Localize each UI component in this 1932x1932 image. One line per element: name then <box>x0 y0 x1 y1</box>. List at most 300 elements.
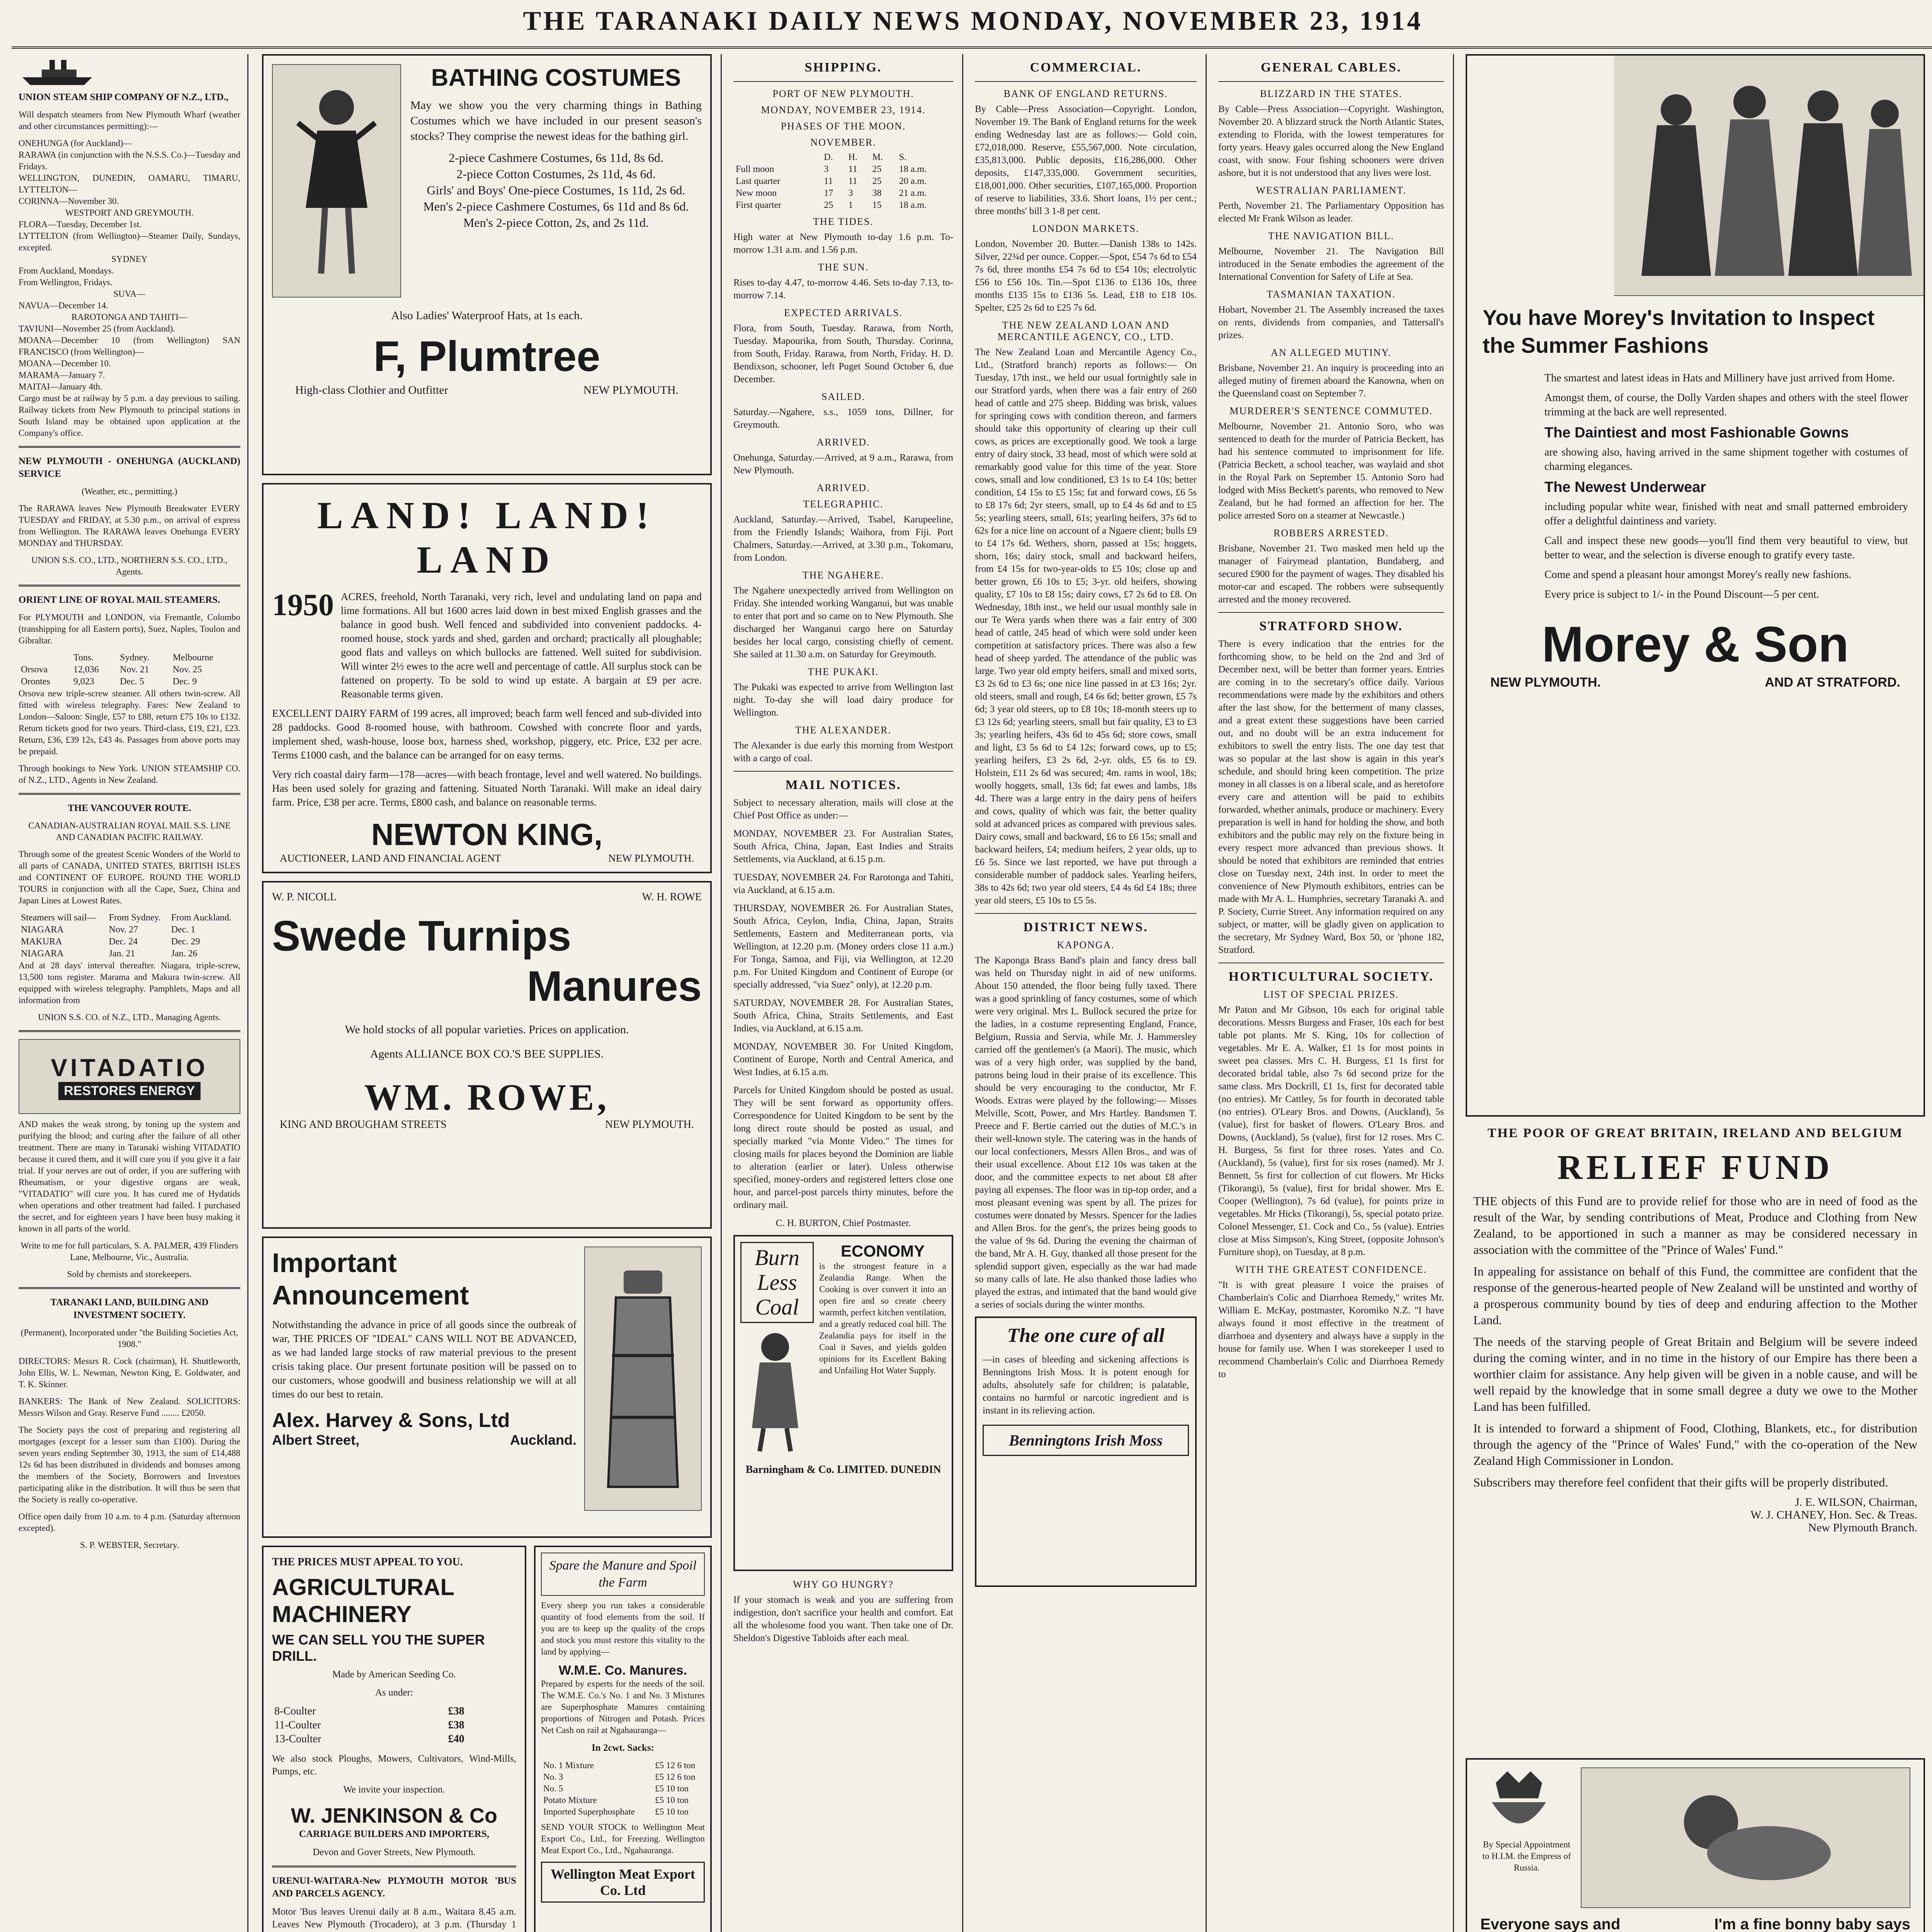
newton-king-sub: AUCTIONEER, LAND AND FINANCIAL AGENT <box>280 852 501 864</box>
table-cell: M. <box>872 152 883 162</box>
ngahere-body: The Ngahere unexpectedly arrived from Wellington on Friday. She intended working Wanganui, but was unable to enter that port and so came on to New Plymouth. She discharged her Wanganui cargo here on Saturday besides her local cargo, consisting chiefly of cement. She sailed at 11.30 a.m. on Saturday for Greymouth. <box>733 585 953 660</box>
sailing-line: From Auckland, Mondays. <box>19 266 114 276</box>
np-onehunga-title: NEW PLYMOUTH - ONEHUNGA (AUCKLAND) SERVICE <box>19 456 240 479</box>
london-markets-heading: LONDON MARKETS. <box>1032 223 1139 234</box>
sailing-line: TAVIUNI—November 25 (from Auckland). <box>19 324 175 333</box>
confidence-heading: WITH THE GREATEST CONFIDENCE. <box>1235 1264 1427 1275</box>
mail-signature: C. H. BURTON, Chief Postmaster. <box>776 1218 911 1228</box>
column-general-cables <box>1211 54 1451 1932</box>
table-row <box>19 924 240 936</box>
boe-heading: BANK OF ENGLAND RETURNS. <box>1003 88 1168 99</box>
neave-baby: I'm a fine bonny baby says <box>1714 1916 1910 1932</box>
relief-fund-notice <box>1466 1124 1925 1758</box>
orient-body: For PLYMOUTH and LONDON, via Fremantle, Colombo (transhipping for all Eastern ports), Suez, Naples, Toulon and Gibraltar. <box>19 612 240 645</box>
horticultural-sub: LIST OF SPECIAL PRIZES. <box>1263 989 1399 1000</box>
table-cell: £38 <box>448 1719 464 1731</box>
table-cell: MAKURA <box>21 937 62 947</box>
vancouver-table <box>19 912 240 960</box>
vitadatio-write: Write to me for full particulars, S. A. PALMER, 439 Flinders Lane, Melbourne, Vic., Australia. <box>20 1241 238 1262</box>
milk-can-icon <box>600 1263 685 1495</box>
land-heading: LAND! LAND! LAND <box>317 494 657 581</box>
building-society-directors: DIRECTORS: Messrs R. Cock (chairman), H. Shuttleworth, John Ellis, W. L. Newman, Newton King, E. Goldwater, and T. K. Skinner. <box>19 1356 240 1389</box>
table-cell: 3 <box>824 164 829 174</box>
morey-paragraph: Call and inspect these new goods—you'll find them very beautiful to view, but better to wear, and the selection is diverse enough to gratify every taste. <box>1544 535 1908 561</box>
np-onehunga-sub: (Weather, etc., permitting.) <box>82 486 177 496</box>
divider <box>1218 612 1444 613</box>
table-cell: Full moon <box>736 164 774 174</box>
table-cell: No. 5 <box>543 1784 563 1793</box>
horticultural-body: Mr Paton and Mr Gibson, 10s each for original table decorations. Messrs Burgess and Fraser, 10s each for best table pot plants. Mr S. King, 10s for collection of vegetables. Mr E. A. Walker, £1 1s for most points in sweet pea classes. Mrs C. H. Burgess, £1 1s first for decorated bridal table, also 7s 6d second prize for the same class. Mrs Dockrill, £1 1s, first for decorated table (no entries). Mr Cattley, 5s for fourth in decorated table (no entries). O'Leary Bros. and Downs, (Auckland), 5s (value), first for basket of flowers. O'Leary Bros. and Downs, (Auckland), 5s (value), first for 12 roses. Mrs C. H. Burgess, 5s first for three roses. Yates and Co. (Auckland), 5s (value), first for six roses (named). Mr J. Bennett, 5s first for collection of cut flowers. Mr Hicks (Tikorangi), 5s (value), first for bridal shower. Mrs E. Cooper (Wellington), 7s 6d (value), for points prize in vegetables. Mr Hicks (Tikorangi), 5s, special potato prize. Colonel Messenger, £1. Cock and Co., 5s (value). Entries close at Miss Simpson's, King Street, (opposite Johnson's Furniture shop), on Tuesday, at 8 p.m. <box>1218 1005 1444 1257</box>
table-row <box>541 1771 705 1783</box>
relief-title: RELIEF FUND <box>1557 1148 1833 1187</box>
table-cell: From Auckland. <box>171 913 231 923</box>
agri-price-table <box>272 1704 516 1746</box>
table-cell: £5 12 6 ton <box>655 1772 696 1782</box>
building-society-office: Office open daily from 10 a.m. to 4 p.m. (Saturday afternoon excepted). <box>19 1512 240 1533</box>
divider <box>19 1287 240 1289</box>
table-cell: Nov. 21 <box>120 665 150 675</box>
neave-say: Everyone says and <box>1480 1916 1621 1932</box>
zealandia-range-advert <box>733 1235 953 1571</box>
table-cell: Jan. 21 <box>109 949 135 959</box>
hungry-heading: WHY GO HUNGRY? <box>793 1579 894 1590</box>
jenkinson-sub: CARRIAGE BUILDERS AND IMPORTERS, <box>299 1829 490 1839</box>
sailing-line: WELLINGTON, DUNEDIN, OAMARU, TIMARU, LYTTELTON— <box>19 173 240 194</box>
cure-brand: Benningtons Irish Moss <box>983 1425 1189 1456</box>
land-acres-number: 1950 <box>272 588 334 622</box>
nzl-heading: THE NEW ZEALAND LOAN AND MERCANTILE AGENCY, CO., LTD. <box>997 320 1174 342</box>
relief-body: The needs of the starving people of Great Britain and Belgium will be severe indeed during the coming winter, and in no time in the history of our Empire has there been a worthier claim for assistance. Any help given will be given in a noble cause, and will be well repaid by the knowledge that in some small degree a duty we owe to the Mother Land has been fulfilled. <box>1473 1335 1917 1413</box>
divider <box>733 771 953 772</box>
table-cell: Steamers will sail— <box>21 913 96 923</box>
relief-signature: New Plymouth Branch. <box>1808 1521 1917 1534</box>
wm-rowe-address: KING AND BROUGHAM STREETS <box>280 1119 447 1131</box>
bathing-item: Men's 2-piece Cotton, 2s, and 2s 11d. <box>463 216 649 230</box>
table-cell: New moon <box>736 188 777 198</box>
harvey-address-row <box>272 1432 577 1448</box>
table-header-row <box>733 151 953 163</box>
table-cell: Imported Superphosphate <box>543 1807 635 1816</box>
morey-advert <box>1466 54 1925 1117</box>
agricultural-machinery-advert <box>262 1546 526 1932</box>
harvey-city: Auckland. <box>510 1432 577 1448</box>
mutiny-heading: AN ALLEGED MUTINY. <box>1270 347 1392 358</box>
column-rule <box>247 54 248 1932</box>
sailed-heading: SAILED. <box>821 391 865 402</box>
agri-under: As under: <box>375 1687 413 1698</box>
table-cell: First quarter <box>736 200 781 210</box>
table-row <box>272 1732 516 1746</box>
nicoll-name: W. P. NICOLL <box>272 891 337 903</box>
table-cell: 3 <box>848 188 853 198</box>
mail-intro: Subject to necessary alteration, mails will close at the Chief Post Office as under:— <box>733 798 953 821</box>
manure-intro: Every sheep you run takes a considerable quantity of food elements from the soil. If you are to keep up the quality of the crops and stock you must restore this vitality to the land by applying— <box>541 1600 705 1656</box>
stratford-show-heading: STRATFORD SHOW. <box>1259 619 1403 633</box>
robbers-body: Brisbane, November 21. Two masked men held up the manager of Fairymead plantation, Bundaberg, and secured £900 for the payment of wages. They disabled his motor-car and escaped. The robbers were subsequently arrested and the money recovered. <box>1218 543 1444 605</box>
coastal-farm-body: Very rich coastal dairy farm—178—acres—with beach frontage, level and well watered. No buildings. Has been used solely for grazing and fattening. Situated North Taranaki. Will make an ideal dairy farm. Price, £38 per acre. Terms, £800 cash, and balance on reasonable terms. <box>272 769 702 808</box>
union-cargo: Cargo must be at railway by 5 p.m. a day previous to sailing. Railway tickets from New Plymouth to principal stations in South Island may be obtained upon application at the Company's office. <box>19 393 240 438</box>
table-cell: Orontes <box>21 677 50 687</box>
np-onehunga-body: The RARAWA leaves New Plymouth Breakwater EVERY TUESDAY and FRIDAY, at 5.30 p.m., on arrival of express from Wellington. The RARAWA leaves Onehunga EVERY MONDAY and THURSDAY. <box>19 503 240 548</box>
table-row <box>19 664 240 676</box>
urenui-title: URENUI-WAITARA-New PLYMOUTH MOTOR 'BUS AND PARCELS AGENCY. <box>272 1876 516 1899</box>
jenkinson-address: Devon and Gover Streets, New Plymouth. <box>313 1847 476 1857</box>
vancouver-title: THE VANCOUVER ROUTE. <box>68 803 191 813</box>
ideal-title: Important Announcement <box>272 1248 469 1310</box>
table-row <box>19 936 240 948</box>
table-cell: S. <box>899 152 906 162</box>
commercial-heading: COMMERCIAL. <box>1030 60 1142 75</box>
table-cell: Melbourne <box>172 653 214 663</box>
swede-turnips-title: Swede Turnips <box>272 912 571 960</box>
murderer-heading: MURDERER'S SENTENCE COMMUTED. <box>1230 405 1433 417</box>
expected-body: Flora, from South, Tuesday. Rarawa, from North, Tuesday. Mapourika, from South, Thursday. Corinna, from South, Friday. Rarawa, from North, Friday. H. D. Bendixson, schooner, left Puget Sound October 6, due December. <box>733 323 953 384</box>
royal-crest-icon <box>1480 1767 1558 1837</box>
tides-body: High water at New Plymouth to-day 1.6 p.m. To-morrow 1.31 a.m. and 1.56 p.m. <box>733 232 953 255</box>
table-row <box>733 199 953 211</box>
table-cell: 21 a.m. <box>899 188 927 198</box>
building-society-sub: (Permanent), Incorporated under "the Building Societies Act, 1908." <box>20 1328 238 1349</box>
ngahere-heading: THE NGAHERE. <box>802 570 884 581</box>
fashion-illustration <box>1614 56 1923 296</box>
sailing-line: RAROTONGA AND TAHITI— <box>71 312 188 322</box>
bathing-also: Also Ladies' Waterproof Hats, at 1s each. <box>391 309 583 322</box>
table-cell: Dec. 1 <box>171 925 196 935</box>
table-cell: 8-Coulter <box>274 1705 316 1717</box>
column-rule <box>1453 54 1454 1932</box>
sailing-line: CORINNA—November 30. <box>19 196 119 206</box>
table-cell: £5 10 ton <box>655 1784 689 1793</box>
bathing-costumes-advert <box>262 54 712 475</box>
horticultural-heading: HORTICULTURAL SOCIETY. <box>1228 969 1434 984</box>
arrived-heading-2: ARRIVED. <box>816 482 870 493</box>
table-row <box>541 1806 705 1818</box>
wme-manures-advert <box>534 1546 712 1932</box>
neaves-food-advert <box>1466 1758 1925 1932</box>
mail-item: THURSDAY, NOVEMBER 26. For Australian States, South Africa, Ceylon, India, China, Japan, Straits Settlements, Eastern and Mediterranean ports, via Wellington, at 12.20 p.m. (Money orders close 11 a.m.) For Tonga, Samoa, and Fiji, via Wellington, at 12.20 p.m. For United Kingdom and Continent of Europe (or specially addressed, "via Suez" only), at 12.20 p.m. <box>733 903 953 990</box>
table-cell: 11 <box>848 176 857 186</box>
vancouver-body: Through some of the greatest Scenic Wonders of the World to all parts of CANADA, UNITED STATES, BRITISH ISLES and CONTINENT OF EUROPE. ROUND THE WORLD TOURS in conjunction with all the Cape, Suez, China and Japan Lines at Lowest Rates. <box>19 849 240 905</box>
building-society-body: The Society pays the cost of preparing and registering all mortgages (except for a lesser sum than £100). During the seven years ending September 30, 1913, the sum of £14,488 12s 6d has been distributed in dividends and bonuses among the members of the Society, Borrowers and Investors participating alike in the distribution. It will thus be seen that the Society is really co-operative. <box>19 1425 240 1504</box>
sailing-line: From Wellington, Fridays. <box>19 277 113 287</box>
table-cell: No. 3 <box>543 1772 563 1782</box>
table-header-row <box>19 652 240 664</box>
fashion-ladies-icon <box>1622 67 1916 284</box>
district-news-heading: DISTRICT NEWS. <box>1023 920 1148 934</box>
swede-agents: Agents ALLIANCE BOX CO.'S BEE SUPPLIES. <box>370 1048 604 1060</box>
shipping-heading: SHIPPING. <box>804 60 882 75</box>
table-cell: Dec. 5 <box>120 677 144 687</box>
table-cell: 18 a.m. <box>899 164 927 174</box>
manure-brand: W.M.E. Co. Manures. <box>558 1663 687 1678</box>
morey-location-2: AND AT STRATFORD. <box>1765 675 1900 690</box>
divider <box>975 913 1197 914</box>
westralian-body: Perth, November 21. The Parliamentary Opposition has elected Mr Frank Wilson as leader. <box>1218 201 1444 224</box>
moon-table <box>733 151 953 211</box>
bathing-title: BATHING COSTUMES <box>431 65 681 91</box>
bottom-ads-row <box>262 1546 712 1932</box>
mutiny-body: Brisbane, November 21. An inquiry is proceeding into an alleged mutiny of firemen aboard the Kanowna, when on the Queensland coast on September 7. <box>1218 363 1444 399</box>
bathing-girl-icon <box>290 80 383 281</box>
table-cell: Last quarter <box>736 176 781 186</box>
agri-also: We also stock Ploughs, Mowers, Cultivators, Wind-Mills, Pumps, etc. <box>272 1753 516 1777</box>
kaponga-heading: KAPONGA. <box>1057 939 1115 951</box>
sun-body: Rises to-day 4.47, to-morrow 4.46. Sets to-day 7.13, to-morrow 7.14. <box>733 277 953 301</box>
port-heading: PORT OF NEW PLYMOUTH. <box>772 88 914 99</box>
agri-made: Made by American Seeding Co. <box>332 1669 456 1680</box>
table-cell: 12,036 <box>73 665 99 675</box>
manure-send: SEND YOUR STOCK to Wellington Meat Export Co., Ltd., for Freezing. Wellington Meat Export Co., Ltd., Ngahauranga. <box>541 1822 705 1855</box>
telegraphic-body: Auckland, Saturday.—Arrived, Tsabel, Karupeeline, from the Friendly Islands; Waihora, from Fiji. Port Chalmers, Saturday.—Arrived, at 3.30 p.m., Tokomaru, from London. <box>733 514 953 563</box>
alexander-body: The Alexander is due early this morning from Westport with a cargo of coal. <box>733 740 953 764</box>
bathing-item: Men's 2-piece Cashmere Costumes, 6s 11d and 8s 6d. <box>423 199 689 213</box>
expected-heading: EXPECTED ARRIVALS. <box>784 307 903 318</box>
table-cell: Dec. 9 <box>172 677 197 687</box>
manure-body: Prepared by experts for the needs of the soil. The W.M.E. Co.'s No. 1 and No. 3 Mixtures are Superphosphate Manures containing proportions of Nitrogen and Potash. Prices Net Cash on rail at Ngahauranga— <box>541 1679 705 1735</box>
tasmanian-body: Hobart, November 21. The Assembly increased the taxes on rents, dividends from companies, and Tattersall's prizes. <box>1218 304 1444 340</box>
table-cell: 17 <box>824 188 833 198</box>
building-society-bankers: BANKERS: The Bank of New Zealand. SOLICITORS: Messrs Wilson and Gray. Reserve Fund ........ £2050. <box>19 1396 240 1418</box>
mail-item: MONDAY, NOVEMBER 30. For United Kingdom, Continent of Europe, North and Central America, and West Indies, at 6.15 a.m. <box>733 1041 953 1077</box>
neave-royal: By Special Appointment to H.I.M. the Empress of Russia. <box>1482 1840 1571 1872</box>
harvey-address: Albert Street, <box>272 1432 360 1448</box>
table-row <box>541 1794 705 1806</box>
morey-locations <box>1483 675 1908 690</box>
divider <box>272 1866 516 1867</box>
swede-names <box>272 891 702 903</box>
economy-body: is the strongest feature in a Zealandia Range. When the Cooking is over convert it into an open fire and so create cheery warmth, perfect kitchen ventilation, and a greatly reduced coal bill. The Zealandia pays for itself in the Coal it Saves, and yields golden opinions for its Excellent Baking and Unfailing Hot Water Supply. <box>819 1261 946 1375</box>
relief-body: In appealing for assistance on behalf of this Fund, the committee are confident that the response of the generous-hearted people of New Zealand will be unstinted and worthy of a prosperous community bound by ties of deep and enduring affection to the Mother Land. <box>1473 1264 1917 1327</box>
confidence-body: "It is with great pleasure I voice the praises of Chamberlain's Colic and Diarrhoea Remedy," writes Mr. William E. McKay, postmaster, Koromiko N.Z. "I have always found it most effective in the treatment of diarrhoea and dysentery and always have a supply in the house for family use. When I was storekeeper I used to recommend Chamberlain's Colic and Diarrhoea Remedy to <box>1218 1280 1444 1379</box>
moon-heading: PHASES OF THE MOON. <box>781 121 906 132</box>
pukaki-heading: THE PUKAKI. <box>808 666 879 677</box>
table-cell: 15 <box>872 200 882 210</box>
plumtree-footer <box>272 384 702 397</box>
column-shipping-news <box>726 54 960 1932</box>
table-cell: 11-Coulter <box>274 1719 321 1731</box>
manure-prices-head: In 2cwt. Sacks: <box>592 1743 654 1753</box>
neave-taglines <box>1480 1916 1910 1932</box>
kaponga-body: The Kaponga Brass Band's plain and fancy dress ball was held on Thursday night in aid of new uniforms. About 150 attended, the floor being fully taxed. There was a good sprinkling of fancy costumes, some of which were very original. Mrs L. Bullock secured the prize for the ladies, in a costume representing England, France, Belgium, Russia and Servia, while Mr. J. Hammersley carried off the gentlemen's (a Maori). The music, which was of a very high order, was supplied by the band, patrons being loud in their praise of its excellence. This should be very encouraging to the conductor, Mr F. Woods. Extras were played by the following:— Misses Melville, Scott, Power, and Mrs Hartley. Bandsmen T. Preece and F. Bertie carried out the duties of M.C.'s in their well-known style. The catering was in the hands of our local confectioners, Messrs Allen Bros., and was of their usual excellence. About £12 10s was taken at the door, and the committee expects to net about £8 after paying all expenses. The floor was in tip-top order, and a most pleasant evening was spent by all. The prizes for costumes were donated by Messrs. Spencer for the ladies and Allen Bros. for the gent's, the prizes being goods to the value of 9s 6d. During the evening the chairman of the band, Mr A. H. Guy, thanked all those present for the splendid support given, especially as the war had made so many calls of late. He also thanked those ladies who played the extras, and intimated that the band would give a series of socials during the winter months. <box>975 955 1197 1310</box>
vitadatio-tag: RESTORES ENERGY <box>58 1082 200 1100</box>
table-cell <box>19 652 71 664</box>
mail-item: TUESDAY, NOVEMBER 24. For Rarotonga and Tahiti, via Auckland, at 6.15 a.m. <box>733 872 953 895</box>
sailing-line: MOANA—December 10 (from Wellington) SAN FRANCISCO (from Wellington)— <box>19 335 240 357</box>
hungry-body: If your stomach is weak and you are suffering from indigestion, don't sacrifice your health and comfort. Eat all the wholesome food you want. Then take one of Dr. Sheldon's Digestive Tabloids after each meal. <box>733 1595 953 1643</box>
bathing-intro: May we show you the very charming things in Bathing Costumes which we have included in our present season's stocks? They comprise the newest ideas for the bathing girl. <box>410 99 702 143</box>
sailed-body: Saturday.—Ngahere, s.s., 1059 tons, Dillner, for Greymouth. <box>733 407 953 430</box>
land-body: ACRES, freehold, North Taranaki, very rich, level and undulating land on papa and lime formations. All but 1600 acres laid down in best mixed English grasses and the balance in good bush. Well fenced and subdivided into convenient paddocks. 4-roomed house, stock yards and shed, garden and orchard; practically all ploughable; good flats and valleys on which bullocks are fattened. Well suited for subdivision. Will winter 2½ ewes to the acre well and percentage of cattle. All surplus stock can be fattened on property. To be sold to wind up estate. A bargain at £9 per acre. Reasonable terms given. <box>341 591 702 700</box>
table-cell: Nov. 27 <box>109 925 138 935</box>
land-advert <box>262 483 712 873</box>
table-cell: £38 <box>448 1705 464 1717</box>
divider <box>975 81 1197 82</box>
coal-figure-icon <box>740 1328 810 1455</box>
plumtree-sub: High-class Clothier and Outfitter <box>295 384 448 396</box>
table-cell: 11 <box>824 176 833 186</box>
mail-item: MONDAY, NOVEMBER 23. For Australian States, South Africa, China, Japan, East Indies and Straits Settlements, via Auckland, at 6.15 p.m. <box>733 828 953 864</box>
table-cell: 38 <box>872 188 882 198</box>
morey-paragraph: Come and spend a pleasant hour amongst Morey's really new fashions. <box>1544 569 1852 581</box>
divider <box>19 446 240 448</box>
manure-price-table <box>541 1760 705 1818</box>
table-cell: D. <box>824 152 833 162</box>
vitadatio-advert-image <box>19 1039 240 1114</box>
column-rule <box>962 54 963 1932</box>
table-cell: NIAGARA <box>21 925 64 935</box>
rowe-partner-name: W. H. ROWE <box>642 891 702 903</box>
table-cell: Sydney. <box>120 653 150 663</box>
column-right-ads <box>1459 54 1932 1932</box>
navigation-body: Melbourne, November 21. The Navigation Bill introduced in the Senate embodies the agreement of the International Convention for Safety of Life at Sea. <box>1218 246 1444 282</box>
irish-moss-advert <box>975 1316 1197 1587</box>
orient-table <box>19 652 240 688</box>
morey-paragraph: are showing also, having arrived in the same shipment together with costumes of charming elegances. <box>1544 446 1908 473</box>
mail-parcels: Parcels for United Kingdom should be posted as usual. They will be sent forward as opportunity offers. Correspondence for United Kingdom to be sent by the long direct route should be posted as usual, and specially marked "via Monte Video." The times for closing mails for places beyond the Dominion are liable to alteration (earlier or later). Unless otherwise specified, money-orders and registered letters close one hour, and parcel-post parcels thirty minutes, before the ordinary mail. <box>733 1085 953 1210</box>
orient-note: Orsova new triple-screw steamer. All others twin-screw. All fitted with wireless telegraphy. Fares: New Zealand to London—Saloon: Single, £57 to £88, return £75 10s to £132. Return tickets good for two years. Third-class, £19, £21, £23. Return, £36, £39 12s, £43 4s. Passages from above ports may be prepaid. <box>19 689 240 756</box>
table-cell: From Sydney. <box>109 913 161 923</box>
table-cell: H. <box>848 152 857 162</box>
table-cell: 20 a.m. <box>899 176 927 186</box>
vancouver-note: And at 28 days' interval thereafter. Niagara, triple-screw, 13,500 tons register. Marama and Makura twin-screw. All equipped with wireless telegraphy. Pamphlets, Maps and all information from <box>19 961 240 1005</box>
barningham-name: Barningham & Co. LIMITED. DUNEDIN <box>745 1464 941 1476</box>
table-row <box>19 948 240 960</box>
vitadatio-title: VITADATIO <box>51 1053 208 1082</box>
table-header-row <box>19 912 240 924</box>
cure-body: —in cases of bleeding and sickening affections is Benningtons Irish Moss. It is potent enough for adults, absolutely safe for children; is palatable, contains no harmful or narcotic ingredient and is instant in its relieving action. <box>983 1354 1189 1416</box>
table-cell: Orsova <box>21 665 48 675</box>
sailing-line: MARAMA—January 7. <box>19 370 105 380</box>
jenkinson-name: W. JENKINSON & Co <box>291 1804 498 1827</box>
moon-month: NOVEMBER. <box>810 137 876 148</box>
table-cell: No. 1 Mixture <box>543 1760 594 1770</box>
telegraphic-heading: TELEGRAPHIC. <box>803 498 884 510</box>
alexander-heading: THE ALEXANDER. <box>795 724 891 736</box>
london-markets-body: London, November 20. Butter.—Danish 138s to 142s. Silver, 22¾d per ounce. Copper.—Spot, £54 7s 6d to £54 7s 6d, three months £54 7s 6d to £54 10s; electrolytic £56 to £56 10s. Tin.—Spot £136 to £136 10s, three months £135 15s to £136 5s. Lead, £18 to £18 10s. Spelter, £25 2s 6d to £25 7s 6d. <box>975 239 1197 313</box>
np-onehunga-agents: UNION S.S. CO., LTD., NORTHERN S.S. CO., LTD., Agents. <box>31 555 228 577</box>
table-cell: 11 <box>848 164 857 174</box>
divider <box>19 793 240 795</box>
relief-signature: W. J. CHANEY, Hon. Sec. & Treas. <box>1750 1509 1917 1521</box>
morey-name: Morey & Son <box>1542 616 1849 672</box>
table-row <box>541 1783 705 1794</box>
table-cell: 25 <box>872 164 882 174</box>
ideal-body: Notwithstanding the advance in price of all goods since the outbreak of war, THE PRICES OF "IDEAL" CANS WILL NOT BE ADVANCED, as we had landed large stocks of raw material previous to the present crisis taking place. Our present fortunate position will be passed on to our customers, whose goodwill and business relationship we will at all times do our best to retain. <box>272 1319 577 1400</box>
sailing-line: MOANA—December 10. <box>19 359 111 368</box>
westralian-heading: WESTRALIAN PARLIAMENT. <box>1256 185 1406 196</box>
boe-body: By Cable—Press Association—Copyright. London, November 19. The Bank of England returns for the week ending Wednesday last are as follows:— Gold coin, £72,018,000. Reserve, £55,567,000. Note circulation, £35,813,000. Public deposits, £16,286,000. Other deposits, £147,335,000. Government securities, £18,001,000. Other securities, £107,165,000. Proportion of reserve to liabilities, 33.6. Short loans, 1½ per cent.; three months' bill 3 1-8 per cent. <box>975 104 1197 216</box>
sailing-line: ONEHUNGA (for Auckland)— <box>19 138 132 148</box>
baby-icon <box>1645 1780 1846 1896</box>
sailing-line: WESTPORT AND GREYMOUTH. <box>65 208 194 218</box>
agri-sub: WE CAN SELL YOU THE SUPER DRILL. <box>272 1632 485 1664</box>
agri-pre: THE PRICES MUST APPEAL TO YOU. <box>272 1556 463 1568</box>
harvey-name: Alex. Harvey & Sons, Ltd <box>272 1409 510 1432</box>
sailing-line: SYDNEY <box>111 254 148 264</box>
table-cell: Dec. 24 <box>109 937 138 947</box>
morey-paragraph: including popular white wear, finished with neat and small patterned embroidery offer a delightful daintiness and variety. <box>1544 501 1908 527</box>
table-cell: 9,023 <box>73 677 94 687</box>
relief-pre: THE POOR OF GREAT BRITAIN, IRELAND AND BELGIUM <box>1487 1126 1903 1140</box>
stratford-show-body: There is every indication that the entries for the forthcoming show, to be held on the 2nd and 3rd of December next, will be better than former years. Entries are coming in to the secretary's office daily. Various recommendations were made by the exhibitors and others after the last show, for the betterment of many classes, and a great extent these suggestions have been carried out, and no doubt will be an extra inducement for exhibitors to swell the entry lists. The one day test that was so popular at the last show is again in this year's schedule, and should bring keen competition. The prize money in all classes is on a liberal scale, and as heretofore every care and attention will be paid to exhibits forwarded, whether animals, produce or machinery. Every preparation is well in hand for holding the show, and both exhibitors and the public may rely on the fixture being in every respect more advanced than previous shows. It should be noted that exhibitors are reminded that entries close on Tuesday next, 24th inst. In order to meet the convenience of New Plymouth exhibitors, entries can be made with Mr A. L. Humphries, secretary Taranaki A. and P. Society, Currie Street. Any information required on any subject, or matter, will be gladly given on application to the secretary, Mr Sydney Ward, Box 50, or 'phone 182, Stratford. <box>1218 639 1444 955</box>
newton-king-footer <box>272 852 702 864</box>
morey-gowns-heading: The Daintiest and most Fashionable Gowns <box>1544 425 1849 441</box>
date-line: MONDAY, NOVEMBER 23, 1914. <box>761 104 926 116</box>
relief-body: It is intended to forward a shipment of Food, Clothing, Blankets, etc., for distribution through the agency of the "Prince of Wales' Fund," with the co-operation of the New Zealand High Commissioner in London. <box>1473 1421 1917 1468</box>
vancouver-sub: CANADIAN-AUSTRALIAN ROYAL MAIL S.S. LINE AND CANADIAN PACIFIC RAILWAY. <box>28 821 231 842</box>
swede-body: We hold stocks of all popular varieties. Prices on application. <box>345 1023 629 1036</box>
table-cell: Jan. 26 <box>171 949 197 959</box>
tasmanian-heading: TASMANIAN TAXATION. <box>1267 289 1396 300</box>
masthead: THE TARANAKI DAILY NEWS MONDAY, NOVEMBER 23, 1914 <box>12 0 1932 49</box>
table-cell: 25 <box>872 176 882 186</box>
wm-rowe-location: NEW PLYMOUTH. <box>605 1119 694 1131</box>
union-title: UNION STEAM SHIP COMPANY OF N.Z., LTD., <box>19 92 229 102</box>
building-society-title: TARANAKI LAND, BUILDING AND INVESTMENT SOCIETY. <box>50 1297 209 1320</box>
table-cell: 1 <box>848 200 853 210</box>
table-cell <box>733 151 821 163</box>
vitadatio-sold: Sold by chemists and storekeepers. <box>67 1269 192 1279</box>
sailing-line: SUVA— <box>113 289 146 299</box>
column-rule <box>1206 54 1207 1932</box>
sailing-line: LYTTELTON (from Wellington)—Steamer Daily, Sundays, excepted. <box>19 231 240 252</box>
plumtree-name: F, Plumtree <box>373 333 600 380</box>
cables-heading: GENERAL CABLES. <box>1260 60 1402 75</box>
table-cell: 13-Coulter <box>274 1733 321 1745</box>
cure-title: The one cure of all <box>1007 1325 1165 1347</box>
union-intro: Will despatch steamers from New Plymouth Wharf (weather and other circumstances permitting):— <box>19 110 240 131</box>
table-row <box>733 175 953 187</box>
wm-rowe-name: WM. ROWE, <box>364 1077 610 1118</box>
divider <box>19 585 240 587</box>
table-cell: Tons. <box>73 653 94 663</box>
sailing-line: MAITAI—January 4th. <box>19 382 102 391</box>
navigation-heading: THE NAVIGATION BILL. <box>1268 230 1395 242</box>
manure-title: Spare the Manure and Spoil the Farm <box>541 1553 705 1596</box>
robbers-heading: ROBBERS ARRESTED. <box>1273 527 1389 539</box>
orient-title: ORIENT LINE OF ROYAL MAIL STEAMERS. <box>19 595 220 605</box>
table-cell: Nov. 25 <box>172 665 202 675</box>
table-cell: 18 a.m. <box>899 200 927 210</box>
dairy-farm-body: EXCELLENT DAIRY FARM of 199 acres, all improved; beach farm well fenced and sub-divided into 28 paddocks. Good 8-roomed house, with bathroom. Cowshed with concrete floor and yards, implement shed, wash-house, loose box, harness shed, workshop, piggery, etc. Price, £32 per acre. Terms £1000 cash, and the balance can be arranged for on easy terms. <box>272 707 702 761</box>
morey-paragraph: Every price is subject to 1/- in the Pound Discount—5 per cent. <box>1544 588 1819 600</box>
milk-can-illustration <box>584 1247 702 1511</box>
table-row <box>272 1704 516 1718</box>
union-sailings <box>19 138 240 393</box>
column-commercial <box>968 54 1204 1932</box>
swede-turnips-advert <box>262 881 712 1229</box>
tides-heading: THE TIDES. <box>813 216 874 227</box>
newton-king-name: NEWTON KING, <box>371 817 603 852</box>
bathing-item: 2-piece Cashmere Costumes, 6s 11d, 8s 6d. <box>448 151 664 165</box>
vitadatio-body: AND makes the weak strong, by toning up the system and purifying the blood; and curing after the failure of all other treatment. There are many in Taranaki wishing VITADATIO because it cured them, and it will cure you if you give it a fair trial. If your nerves are out of order, if you are suffering with Rheumatism, or your digestive organs are weak, "VITADATIO" will cure you. It has cured me of Hydatids when operations and other treatment had failed. I purchased the secret, and for eighteen years I have been busy making it known in all parts of the world. <box>19 1119 240 1233</box>
sailing-line: RARAWA (in conjunction with the N.S.S. Co.)—Tuesday and Fridays. <box>19 150 240 171</box>
pukaki-body: The Pukaki was expected to arrive from Wellington last night. To-day she will load dairy produce for Wellington. <box>733 682 953 718</box>
morey-underwear-heading: The Newest Underwear <box>1544 479 1706 495</box>
mail-item: SATURDAY, NOVEMBER 28. For Australian States, South Africa, China, Straits Settlements, and East Indies, via Auckland, at 6.15 a.m. <box>733 998 953 1034</box>
table-row <box>541 1760 705 1771</box>
manures-title: Manures <box>527 963 702 1010</box>
table-cell: £5 10 ton <box>655 1795 689 1805</box>
table-cell: 25 <box>824 200 833 210</box>
economy-title: ECONOMY <box>840 1242 925 1260</box>
blizzard-heading: BLIZZARD IN THE STATES. <box>1260 88 1403 99</box>
blizzard-body: By Cable—Press Association—Copyright. Washington, November 20. A blizzard struck the North Atlantic States, extending to Florida, with the lowest temperatures for forty years. Heavy gales occurred along the New England coast, with snow. Four fishing schooners were driven ashore, but it is not understood that any lives were lost. <box>1218 104 1444 178</box>
table-cell: £5 12 6 ton <box>655 1760 696 1770</box>
morey-invite: You have Morey's Invitation to Inspect the Summer Fashions <box>1483 305 1875 357</box>
meat-export-banner: Wellington Meat Export Co. Ltd <box>541 1862 705 1903</box>
table-cell: £40 <box>448 1733 464 1745</box>
